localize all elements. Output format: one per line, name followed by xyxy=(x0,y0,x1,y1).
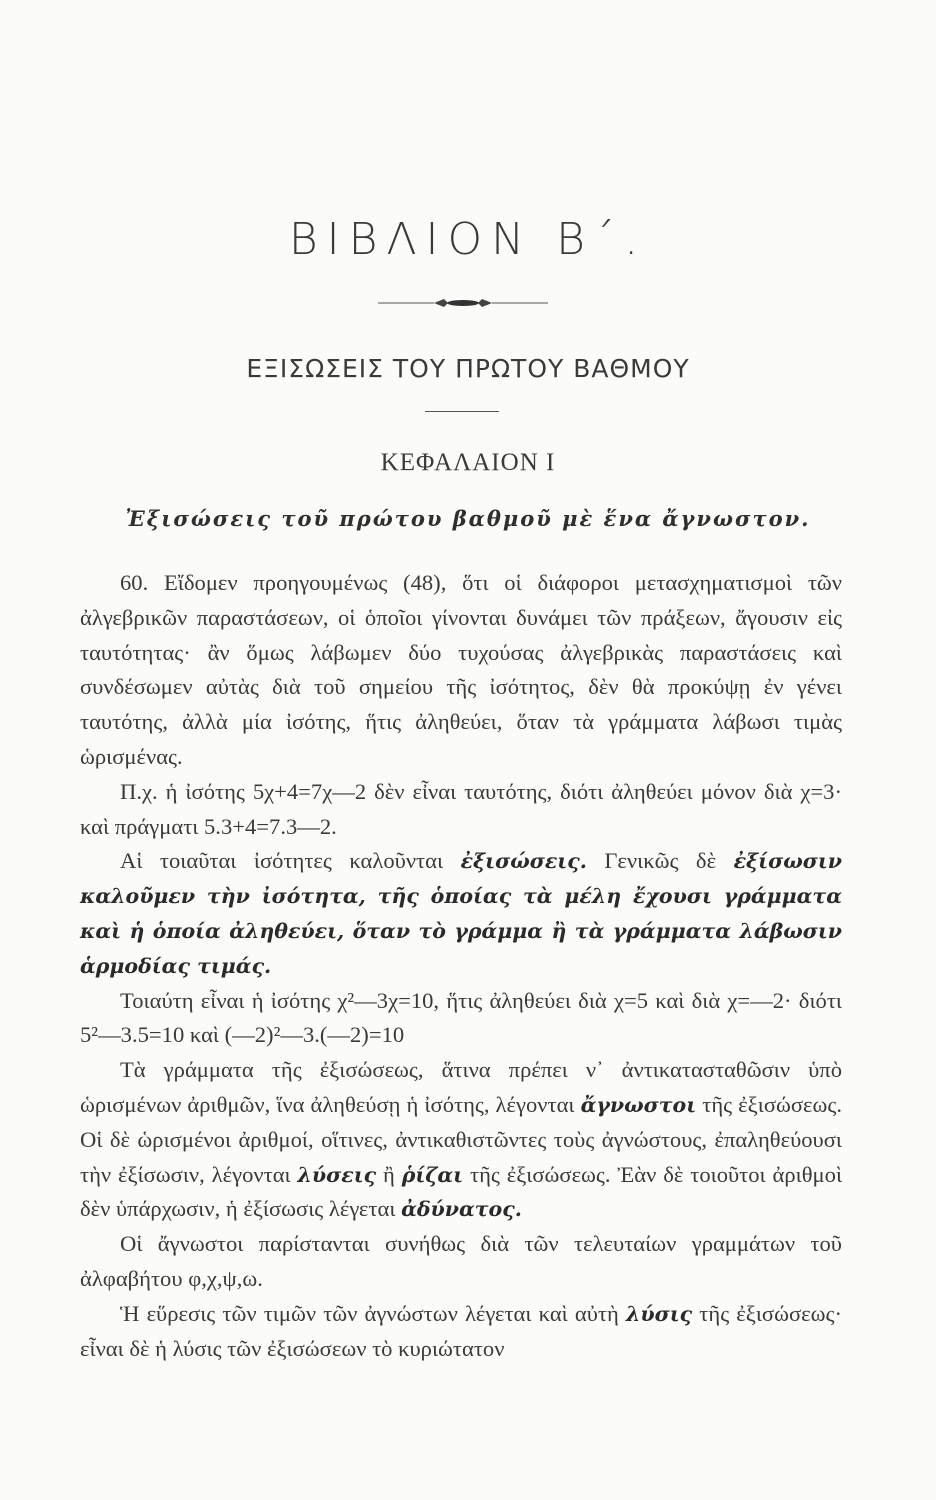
bold-definition: ἐξίσωσιν καλοῦμεν τὴν ἰσότητα, τῆς ὁποίας τὰ μέλη ἔχουσι γράμματα καὶ ἡ ὁποία ἀληθεύει, ὅταν τὸ γράμμα ἢ τὰ γράμματα λάβωσιν ἁρμοδίας τιμάς. xyxy=(80,849,842,978)
paragraph-notation: Οἱ ἄγνωστοι παρίστανται συνήθως διὰ τῶν τελευταίων γραμμάτων τοῦ ἀλφαβήτου φ,χ,ψ,ω. xyxy=(80,1231,842,1291)
ornament-divider xyxy=(378,296,548,310)
section-subtitle: Ἐξισώσεις τοῦ πρώτου βαθμοῦ μὲ ἕνα ἄγνωστον. xyxy=(125,506,811,531)
book-title: ΒΙΒΛΙΟΝ Β΄. xyxy=(288,214,648,265)
paragraph-unknowns xyxy=(80,1053,842,1227)
text-run: Αἱ τοιαῦται ἰσότητες καλοῦνται xyxy=(120,848,444,874)
paragraph-example: Π.χ. ἡ ἰσότης 5χ+4=7χ—2 δὲν εἶναι ταυτότης, διότι ἀληθεύει μόνον διὰ χ=3· καὶ πράγματι 5.3+4=7.3—2. xyxy=(80,778,842,839)
text-run: τῆς ἐξισώσεως. Ἐὰν δὲ τοιοῦτοι ἀριθμοὶ δὲν ὑπάρχωσιν, ἡ ἐξίσωσις λέγεται xyxy=(80,1161,843,1222)
body-text xyxy=(80,566,842,1366)
paragraph-solution xyxy=(80,1297,842,1367)
text-run: Γενικῶς δὲ xyxy=(604,848,717,874)
bold-term: ῥίζαι xyxy=(401,1162,464,1187)
paragraph-definition xyxy=(80,844,842,983)
bold-term: λύσεις xyxy=(297,1162,377,1187)
bold-term: ἄγνωστοι xyxy=(580,1092,697,1117)
paragraph-quadratic-example: Τοιαύτη εἶναι ἡ ἰσότης χ²—3χ=10, ἥτις ἀληθεύει διὰ χ=5 καὶ διὰ χ=—2· διότι 5²—3.5=10 καὶ (—2)²—3.(—2)=10 xyxy=(80,987,842,1048)
bold-term: ἐξισώσεις. xyxy=(460,849,587,874)
title-rule xyxy=(425,411,499,412)
bold-term: ἀδύνατος. xyxy=(401,1197,522,1222)
part-title: ΕΞΙΣΩΣΕΙΣ ΤΟΥ ΠΡΩΤΟΥ ΒΑΘΜΟΥ xyxy=(246,354,690,383)
text-run: τῆς ἐξισώσεως· εἶναι δὲ ἡ λύσις τῶν ἐξισώσεων τὸ κυριώτατον xyxy=(80,1300,842,1361)
text-run: ἢ xyxy=(382,1161,395,1187)
bold-term: λύσις xyxy=(626,1301,693,1326)
chapter-heading: ΚΕΦΑΛΑΙΟΝ Ι xyxy=(380,449,556,476)
text-run: τῆς ἐξισώσεως. Οἱ δὲ ὡρισμένοι ἀριθμοί, οἵτινες, ἀντικαθιστῶντες τοὺς ἀγνώστους, ἐπαληθεύουσι τὴν ἐξίσωσιν, λέγονται xyxy=(80,1091,842,1187)
paragraph-60: 60. Εἴδομεν προηγουμένως (48), ὅτι οἱ διάφοροι μετασχηματισμοὶ τῶν ἀλγεβρικῶν παραστάσεων, οἱ ὁποῖοι γίνονται δυνάμει τῶν πράξεων, ἄγουσιν εἰς ταυτότητας· ἂν ὅμως λάβωμεν δύο τυχούσας ἀλγεβρικὰς παραστάσεις καὶ συνδέσωμεν αὐτὰς διὰ τοῦ σημείου τῆς ἰσότητος, δὲν θὰ προκύψῃ ἐν γένει ταυτότης, ἀλλὰ μία ἰσότης, ἥτις ἀληθεύει, ὅταν τὰ γράμματα λάβωσι τιμὰς ὡρισμένας. xyxy=(80,570,842,769)
text-run: Τὰ γράμματα τῆς ἐξισώσεως, ἅτινα πρέπει ν᾿ ἀντικατασταθῶσιν ὑπὸ ὡρισμένων ἀριθμῶν, ἵνα ἀληθεύσῃ ἡ ἰσότης, λέγονται xyxy=(80,1057,842,1117)
text-run: Ἡ εὕρεσις τῶν τιμῶν τῶν ἀγνώστων λέγεται καὶ αὐτὴ xyxy=(120,1300,619,1326)
